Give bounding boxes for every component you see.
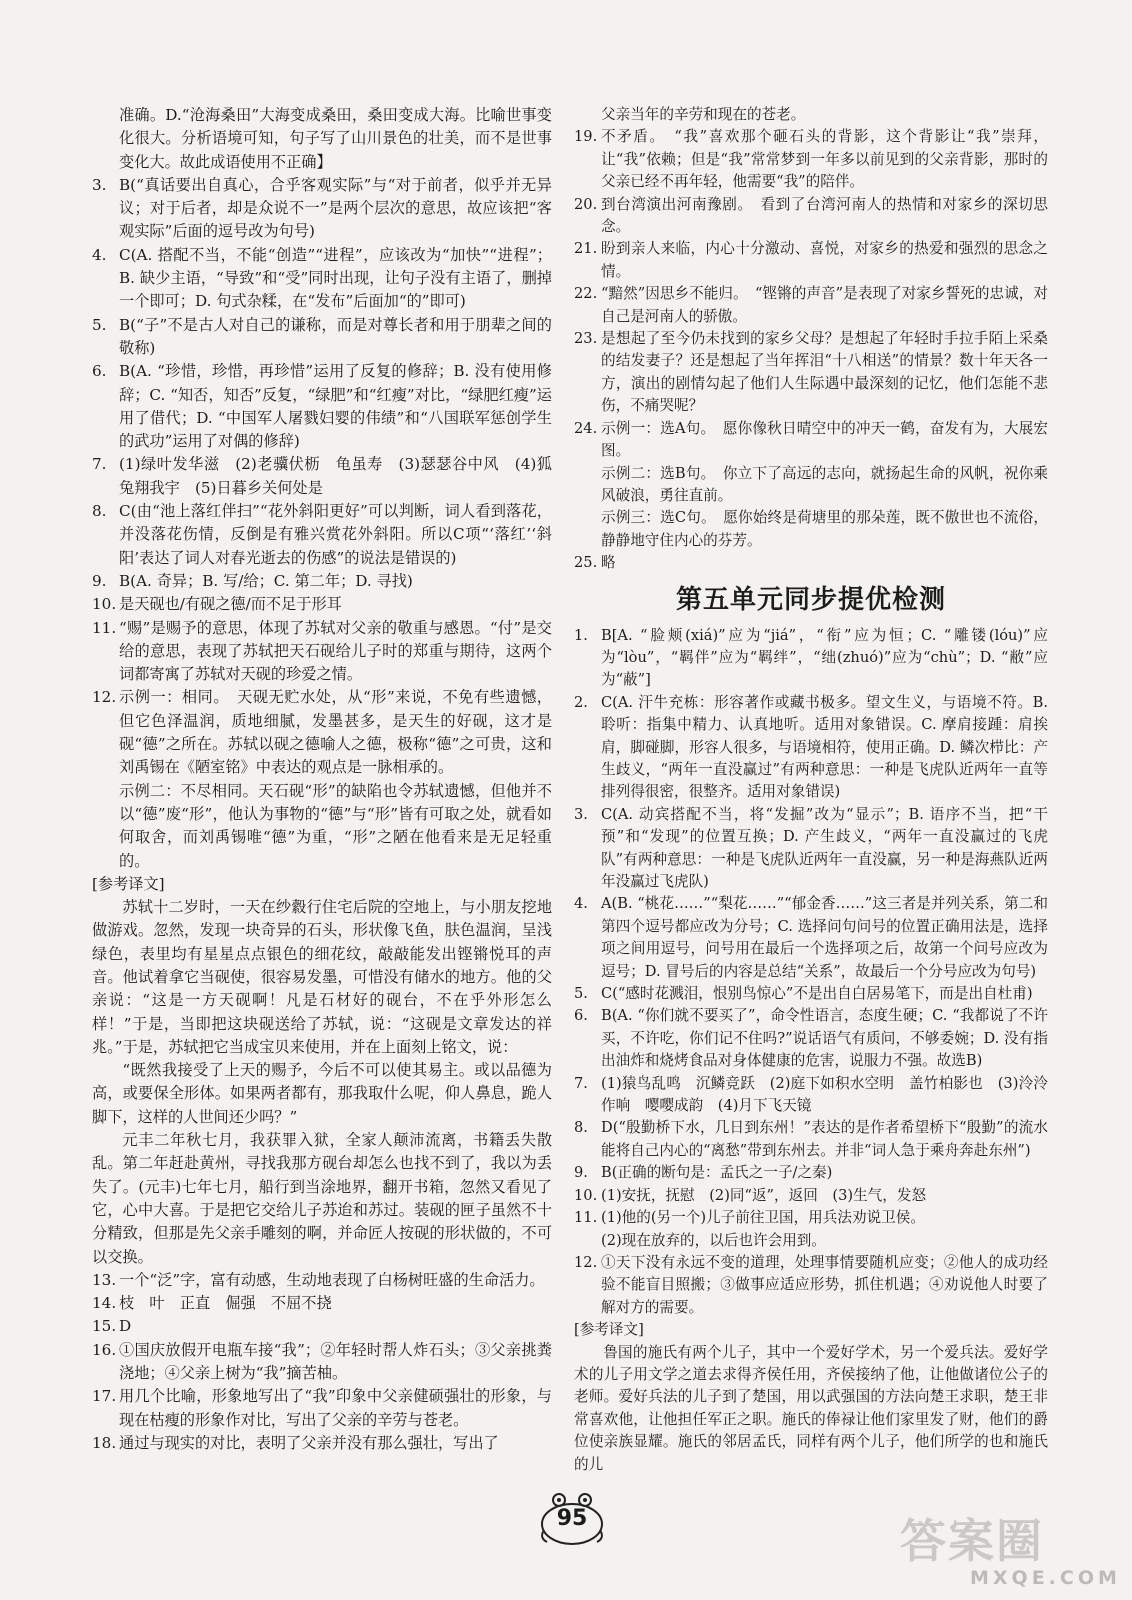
answer-item	[574, 1073, 1048, 1118]
answer-item	[574, 983, 1048, 1005]
answer-item	[574, 692, 1048, 804]
translation-heading: [参考译文]	[92, 874, 165, 893]
answer-item	[92, 244, 552, 314]
answer-number: 12.	[574, 1253, 598, 1271]
answer-item	[92, 500, 552, 570]
answer-number: 21.	[574, 240, 598, 258]
answer-number: 7.	[92, 455, 107, 474]
answer-number: 6.	[574, 1007, 588, 1025]
answer-number: 9.	[92, 571, 107, 590]
answer-item	[574, 1207, 1048, 1229]
answer-text: C(A. 搭配不当，不能“创造”“进程”，应该改为“加快”“进程”；B. 缺少主语，“导致”和“受”同时出现，让句子没有主语了，删掉一个即可；D. 句式杂糅，在“发布”后面加“的”即可)	[119, 245, 552, 311]
answer-number	[92, 104, 119, 174]
answer-item	[574, 104, 1048, 126]
answer-number: 14.	[92, 1294, 117, 1313]
translation-paragraph: “既然我接受了上天的赐予，今后不可以使其易主。或以品德为高，或要保全形体。如果两者都有，那我取什么呢，仰人鼻息，跪人脚下，这样的人世间还少吗？”	[92, 1061, 552, 1126]
answer-text: C(A. 汗牛充栋：形容著作或藏书极多。望文生义，与语境不符。B. 聆听：指集中精力、认真地听。适用对象错误。C. 摩肩接踵：肩挨肩，脚碰脚，形容人很多，与语境相符，使用正确。D. 鳞次栉比：产生歧义，“两年一直没赢过”有两种意思：一种是飞虎队近两年一直等排列得很密，很整齐。适用对象错误)	[601, 693, 1048, 801]
answer-item	[574, 1230, 1048, 1252]
answer-text: B(正确的断句是：孟氏之一子/之秦)	[601, 1164, 833, 1182]
answer-text: 略	[601, 554, 616, 572]
answer-item	[574, 194, 1048, 239]
answer-number: 9.	[574, 1164, 588, 1182]
answer-number: 10.	[92, 595, 117, 614]
answer-text: 到台湾演出河南豫剧。 看到了台湾河南人的热情和对家乡的深切思念。	[601, 195, 1048, 236]
answer-number: 25.	[574, 554, 598, 572]
answer-text: (1)绿叶发华滋 (2)老骥伏枥 龟虽寿 (3)瑟瑟谷中风 (4)狐兔翔我宇 (5)日暮乡关何处是	[119, 455, 552, 497]
answer-number: 23.	[574, 330, 598, 348]
answer-item	[92, 780, 552, 873]
answer-number: 5.	[574, 985, 588, 1003]
answer-item	[574, 463, 1048, 508]
answer-text: (2)现在放弃的，以后也许会用到。	[601, 1231, 826, 1249]
answer-item	[92, 1339, 552, 1386]
answer-number: 19.	[574, 128, 598, 146]
answer-item	[92, 617, 552, 687]
answer-item	[574, 418, 1048, 463]
answer-item	[574, 625, 1048, 692]
answer-text: B(A. “你们就不要买了”，命令性语言，态度生硬；C. “我都说了不许买，不许吃，你们记不住吗?”说话语气有质问，不够委婉；D. 没有指出油炸和烧烤食品对身体健康的危害，说服力不强。故选B)	[601, 1007, 1048, 1070]
answer-text: B[A. “脸颊(xiá)”应为“jiá”，“衔”应为恒；C. “雕镂(lóu)”应为“lòu”，“羁伴”应为“羁绊”，“绌(zhuó)”应为“chù”；D. “敝”应为“蔽”]	[601, 626, 1048, 689]
answer-item	[574, 804, 1048, 894]
answer-text: 一个“泛”字，富有动感，生动地表现了白杨树旺盛的生命活力。	[119, 1270, 545, 1289]
answer-text: 是想起了至今仍未找到的家乡父母？是想起了年轻时手拉手陌上采桑的结发妻子？还是想起了当年挥泪“十八相送”的情景？数十年天各一方，演出的剧情勾起了他们人生际遇中最深刻的记忆，他们怎能不悲伤，不痛哭呢？	[601, 330, 1048, 415]
translation-heading: [参考译文]	[574, 1321, 644, 1339]
answer-item	[92, 1432, 552, 1455]
answer-number: 13.	[92, 1270, 117, 1289]
answer-item	[574, 1252, 1048, 1319]
answer-number	[574, 463, 601, 508]
answer-number: 7.	[574, 1074, 588, 1092]
answer-item	[92, 453, 552, 500]
answer-text: D(“殷勤桥下水，几日到东州！”表达的是作者希望桥下“殷勤”的流水能将自己内心的“离愁”带到东州去。并非“词人急于乘舟奔赴东州”)	[601, 1119, 1048, 1159]
answer-number: 11.	[92, 618, 117, 637]
answer-number: 17.	[92, 1387, 117, 1406]
answer-text: 示例一：相同。 天砚无贮水处，从“形”来说，不免有些遗憾，但它色泽温润，质地细腻，发墨甚多，是天生的好砚，这才是砚“德”之所在。苏轼以砚之德喻人之德，极称“德”之可贵，这和刘禹锡在《陋室铭》中表达的观点是一脉相承的。	[119, 688, 552, 777]
answer-item	[574, 893, 1048, 983]
answer-number	[574, 104, 601, 126]
answer-text: 不矛盾。 “我”喜欢那个砸石头的背影，这个背影让“我”崇拜，让“我”依赖；但是“我”常常梦到一年多以前见到的父亲背影，那时的父亲已经不再年轻，他需要“我”的陪伴。	[601, 128, 1048, 191]
answer-number: 11.	[574, 1209, 598, 1227]
answer-number: 15.	[92, 1317, 117, 1336]
answer-text: (1)他的(另一个)儿子前往卫国，用兵法劝说卫侯。	[601, 1209, 925, 1227]
translation-paragraph: 鲁国的施氏有两个儿子，其中一个爱好学术，另一个爱兵法。爱好学术的儿子用文学之道去求得齐侯任用，齐侯接纳了他，让他做诸位公子的老师。爱好兵法的儿子到了楚国，用以武强国的方法向楚王求职，楚王非常喜欢他，让他担任军正之职。施氏的俸禄让他们家里发了财，他们的爵位使亲族显耀。施氏的邻居孟氏，同样有两个儿子，他们所学的也和施氏的儿	[574, 1343, 1048, 1473]
answer-item	[92, 1292, 552, 1315]
answer-number: 5.	[92, 315, 107, 334]
answer-item	[92, 686, 552, 779]
page-number-text: 95	[556, 1506, 588, 1531]
left-column	[92, 104, 552, 1455]
answer-number	[92, 780, 119, 873]
answer-text: 枝 叶 正直 倔强 不屈不挠	[119, 1294, 332, 1313]
answer-text: D	[119, 1317, 132, 1336]
answer-number: 12.	[92, 688, 117, 707]
answer-item	[574, 238, 1048, 283]
answer-item	[92, 1385, 552, 1432]
answer-number: 16.	[92, 1340, 117, 1359]
answer-item	[92, 314, 552, 361]
answer-text: 准确。D.“沧海桑田”大海变成桑田，桑田变成大海。比喻世事变化很大。分析语境可知，句子写了山川景色的壮美，而不是世事变化大。故此成语使用不正确】	[119, 106, 552, 171]
answer-number	[574, 507, 601, 552]
answer-text: ①天下没有永远不变的道理，处理事情要随机应变；②他人的成功经验不能盲目照搬；③做事应适应形势，抓住机遇；④劝说他人时要了解对方的需要。	[601, 1253, 1048, 1316]
answer-text: 通过与现实的对比，表明了父亲并没有那么强壮，写出了	[119, 1433, 499, 1452]
answer-number: 8.	[574, 1119, 588, 1137]
answer-item	[574, 328, 1048, 418]
watermark-url: MXQE.COM	[970, 1567, 1121, 1589]
answer-text: “赐”是赐予的意思，体现了苏轼对父亲的敬重与感恩。“付”是交给的意思，表现了苏轼把天石砚给儿子时的郑重与期待，这两个词都寄寓了苏轼对天砚的珍爱之情。	[119, 618, 552, 684]
answer-number: 2.	[574, 693, 588, 711]
answer-number: 4.	[574, 895, 588, 913]
answer-item	[574, 507, 1048, 552]
answer-item	[92, 1269, 552, 1292]
answer-item	[92, 570, 552, 593]
answer-number: 20.	[574, 195, 598, 213]
watermark-title: 答案圈	[900, 1514, 1044, 1568]
answer-text: B(A. “珍惜，珍惜，再珍惜”运用了反复的修辞；B. 没有使用修辞；C. “知否，知否”反复，“绿肥”和“红瘦”对比，“绿肥红瘦”运用了借代；D. “中国军人屠戮妇婴的伟绩”和“八国联军惩创学生的武功”运用了对偶的修辞)	[119, 362, 552, 451]
answer-text: (1)猿鸟乱鸣 沉鳞竞跃 (2)庭下如积水空明 盖竹柏影也 (3)泠泠作响 嘤嘤成韵 (4)月下飞天镜	[601, 1074, 1048, 1115]
answer-number: 18.	[92, 1433, 117, 1452]
answer-item	[92, 1315, 552, 1338]
unit-title: 第五单元同步提优检测	[675, 584, 946, 615]
answer-item	[574, 1185, 1048, 1207]
answer-item	[574, 1162, 1048, 1184]
right-column	[574, 104, 1048, 1476]
answer-text: B(A. 奇异；B. 写/给；C. 第二年；D. 寻找)	[119, 571, 413, 590]
answer-text: C(A. 动宾搭配不当，将“发掘”改为“显示”；B. 语序不当，把“干预”和“发现”的位置互换；D. 产生歧义，“两年一直没赢过的飞虎队”有两种意思：一种是飞虎队近两年一直没赢，另一种是海燕队近两年没赢过飞虎队)	[601, 805, 1048, 890]
answer-text: 示例三：选C句。 愿你始终是荷塘里的那朵莲，既不傲世也不流俗，静静地守住内心的芬芳。	[601, 509, 1048, 549]
answer-item	[574, 1117, 1048, 1162]
answer-item	[574, 283, 1048, 328]
answer-number: 3.	[92, 175, 107, 194]
answer-text: C(“感时花溅泪，恨别鸟惊心”不是出自白居易笔下，而是出自杜甫)	[601, 985, 1033, 1003]
answer-item	[92, 104, 552, 174]
answer-item	[92, 593, 552, 616]
translation-paragraph: 苏轼十二岁时，一天在纱縠行住宅后院的空地上，与小朋友挖地做游戏。忽然，发现一块奇异的石头，形状像飞鱼，肤色温润，呈浅绿色，表里均有星星点点银色的细花纹，敲敲能发出铿锵悦耳的声音。他试着拿它当砚使，很容易发墨，可惜没有储水的地方。他的父亲说：“这是一方天砚啊！凡是石材好的砚台，不在乎外形怎么样！”于是，当即把这块砚送给了苏轼，说：“这砚是文章发达的祥兆。”于是，苏轼把它当成宝贝来使用，并在上面刻上铭文，说：	[92, 898, 552, 1056]
watermark-logo	[900, 1515, 1122, 1593]
answer-text: “黯然”因思乡不能归。 “铿锵的声音”是表现了对家乡誓死的忠诚，对自己是河南人的骄傲。	[601, 285, 1048, 325]
answer-text: 示例二：选B句。 你立下了高远的志向，就扬起生命的风帆，祝你乘风破浪，勇往直前。	[601, 464, 1048, 504]
answer-text: A(B. “桃花……”“梨花……”“郁金香……”这三者是并列关系，第二和第四个逗号都应改为分号；C. 选择问句问号的位置正确用法是，选择项之间用逗号，问号用在最后一个选择项之后，故第一个问号应改为逗号；D. 冒号后的内容是总结“关系”，故最后一个分号应改为句号)	[601, 895, 1048, 980]
answer-text: B(“真话要出自真心，合乎客观实际”与“对于前者，似乎并无异议；对于后者，却是众说不一”是两个层次的意思，故应该把“客观实际”后面的逗号改为句号)	[119, 175, 552, 241]
answer-number: 6.	[92, 362, 107, 381]
answer-number: 1.	[574, 626, 588, 644]
answer-text: B(“子”不是古人对自己的谦称，而是对尊长者和用于朋辈之间的敬称)	[119, 315, 552, 357]
answer-item	[92, 360, 552, 453]
answer-item	[574, 552, 1048, 574]
answer-text: C(由“池上落红伴扫”“花外斜阳更好”可以判断，词人看到落花，并没落花伤情，反倒是有雅兴赏花外斜阳。所以C项“‘落红’‘斜阳’表达了词人对春光逝去的伤感”的说法是错误的)	[119, 502, 552, 567]
answer-item	[574, 126, 1048, 193]
answer-number: 22.	[574, 285, 598, 303]
answer-text: ①国庆放假开电瓶车接“我”；②年轻时帮人炸石头；③父亲挑粪浇地；④父亲上树为“我”摘苦柚。	[119, 1340, 552, 1383]
answer-text: 用几个比喻，形象地写出了“我”印象中父亲健硕强壮的形象，与现在枯瘦的形象作对比，写出了父亲的辛劳与苍老。	[119, 1387, 552, 1429]
answer-number: 3.	[574, 805, 588, 823]
answer-text: 是天砚也/有砚之德/而不足于形耳	[119, 595, 342, 614]
answer-text: 示例一：选A句。 愿你像秋日晴空中的冲天一鹤，奋发有为，大展宏图。	[601, 419, 1048, 460]
answer-number: 4.	[92, 245, 107, 264]
translation-paragraph: 元丰二年秋七月，我获罪入狱，全家人颠沛流离，书籍丢失散乱。第二年赶赴黄州，寻找我那方砚台却怎么也找不到了，我以为丢失了。(元丰)七年七月，船行到当涂地界，翻开书箱，忽然又看见了它，心中大喜。于是把它交给儿子苏迨和苏过。装砚的匣子虽然不十分精致，但那是先父亲手雕刻的啊，并命匠人按砚的形状做的，不可以交换。	[92, 1131, 552, 1266]
answer-number: 10.	[574, 1186, 598, 1204]
page-number-badge	[535, 1490, 609, 1548]
answer-text: 盼到亲人来临，内心十分激动、喜悦，对家乡的热爱和强烈的思念之情。	[601, 240, 1048, 280]
answer-item	[92, 174, 552, 244]
answer-text: (1)安抚，抚慰 (2)同“返”，返回 (3)生气，发怒	[601, 1186, 927, 1204]
answer-text: 示例二：不尽相同。天石砚“形”的缺陷也令苏轼遗憾，但他并不以“德”废“形”，他认为事物的“德”与“形”皆有可取之处，就看如何取舍，而刘禹锡唯“德”为重，“形”之陋在他看来是无足轻重的。	[119, 781, 552, 870]
answer-item	[574, 1005, 1048, 1072]
answer-number	[574, 1230, 601, 1252]
answer-text: 父亲当年的辛劳和现在的苍老。	[601, 106, 806, 123]
answer-number: 8.	[92, 502, 107, 521]
answer-number: 24.	[574, 419, 598, 437]
